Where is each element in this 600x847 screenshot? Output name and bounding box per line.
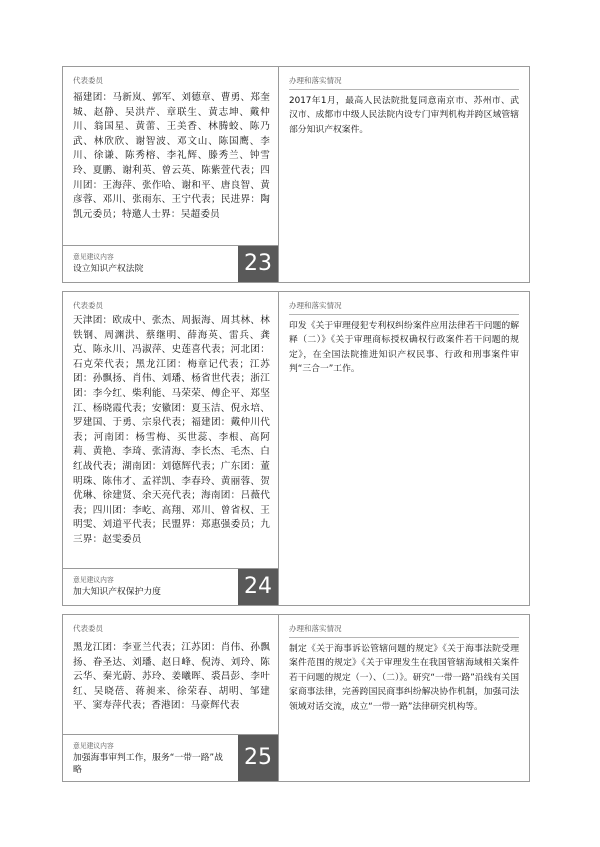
representatives-column bbox=[63, 615, 279, 781]
suggestion-text: 加大知识产权保护力度 bbox=[73, 587, 161, 597]
suggestion-box bbox=[63, 245, 278, 282]
suggestion-label: 意见建议内容 bbox=[73, 742, 114, 750]
record-card-24 bbox=[62, 291, 530, 606]
divider bbox=[289, 314, 519, 315]
implementation-text: 制定《关于海事诉讼管辖问题的规定》《关于海事法院受理案件范围的规定》《关于审理发生在我国管辖海域相关案件若干问题的规定（一）、（二）》。研究“一带一路”沿线有关国家商事法律，完善跨国民商事纠纷解决协作机制，加强司法领域对话交流，成立“一带一路”法律研究机构等。 bbox=[289, 644, 519, 712]
divider bbox=[289, 89, 519, 90]
implementation-column bbox=[279, 67, 529, 282]
record-card-25 bbox=[62, 614, 530, 782]
item-number: 23 bbox=[238, 246, 278, 282]
suggestion-box bbox=[63, 734, 278, 781]
implementation-column bbox=[279, 615, 529, 781]
record-card-23 bbox=[62, 66, 530, 283]
representatives-label: 代表委员 bbox=[73, 301, 103, 310]
implementation-text: 印发《关于审理侵犯专利权纠纷案件应用法律若干问题的解释（二）》《关于审理商标授权确权行政案件若干问题的规定》，在全国法院推进知识产权民事、行政和刑事案件审判“三合一”工作。 bbox=[289, 321, 519, 375]
implementation-text: 2017年1月，最高人民法院批复同意南京市、苏州市、武汉市、成都市中级人民法院内设专门审判机构并跨区域管辖部分知识产权案件。 bbox=[289, 96, 519, 135]
implementation-label: 办理和落实情况 bbox=[289, 76, 342, 85]
representatives-text: 黑龙江团：李亚兰代表；江苏团：肖伟、孙飘扬、眷圣达、刘璠、赵日峰、倪涛、刘玲、陈云华、秦光蔚、苏玲、姜曦晖、裘昌彭、李叶红、吴晓蓓、蒋昶来、徐荣春、胡明、邹建平、窦寿萍代表；香港团：马豪辉代表 bbox=[73, 642, 270, 712]
suggestion-text: 加强海事审判工作，服务“一带一路”战略 bbox=[73, 753, 223, 775]
representatives-column bbox=[63, 67, 279, 282]
divider bbox=[289, 637, 519, 638]
implementation-label: 办理和落实情况 bbox=[289, 624, 342, 633]
suggestion-box bbox=[63, 568, 278, 605]
representatives-text: 天津团：欧成中、张杰、周振海、周其林、林铁钢、周渊洪、蔡继明、薛海英、雷兵、龚克、陈永川、冯淑萍、史莲喜代表；河北团：石克荣代表；黑龙江团：梅章记代表；江苏团：孙飘扬、肖伟、刘璠、杨省世代表；浙江团：李今红、柴利能、马荣荣、傅企平、郑坚江、杨晓霞代表；安徽团：夏玉洁、倪永培、罗建国、于勇、宗泉代表；福建团：戴仲川代表；河南团：杨雪梅、买世蕊、李根、高阿莉、黄艳、李琦、张清海、李长杰、毛杰、白红战代表；湖南团：刘德辉代表；广东团：董明珠、陈伟才、孟祥凯、李春玲、黄丽蓉、贺优琳、徐建贤、余天亮代表；海南团：吕薇代表；四川团：李屹、高翔、邓川、曾省权、王明雯、刘道平代表；民盟界：郑惠强委员；九三界：赵雯委员 bbox=[73, 315, 270, 545]
item-number: 25 bbox=[238, 735, 278, 781]
representatives-text: 福建团：马新岚、郭军、刘德章、曹勇、郑奎城、赵静、吴洪芹、章联生、黄志坤、戴仲川、翁国星、黄蕾、王美香、林腾蛟、陈乃武、林欣欣、谢智波、邓文山、陈国鹰、李川、徐谦、陈秀榕、李礼辉、滕秀兰、钟雪玲、夏鹏、谢利英、曾云英、陈紫萱代表；四川团：王海萍、张作哈、谢和平、唐良智、黄彦蓉、邓川、张雨东、王宁代表；民进界：陶凯元委员；特邀人士界：吴超委员 bbox=[73, 92, 270, 220]
representatives-column bbox=[63, 292, 279, 605]
implementation-label: 办理和落实情况 bbox=[289, 301, 342, 310]
representatives-label: 代表委员 bbox=[73, 76, 103, 85]
representatives-label: 代表委员 bbox=[73, 624, 103, 633]
suggestion-text: 设立知识产权法院 bbox=[73, 264, 144, 274]
implementation-column bbox=[279, 292, 529, 605]
item-number: 24 bbox=[238, 569, 278, 605]
suggestion-label: 意见建议内容 bbox=[73, 253, 114, 261]
suggestion-label: 意见建议内容 bbox=[73, 576, 114, 584]
